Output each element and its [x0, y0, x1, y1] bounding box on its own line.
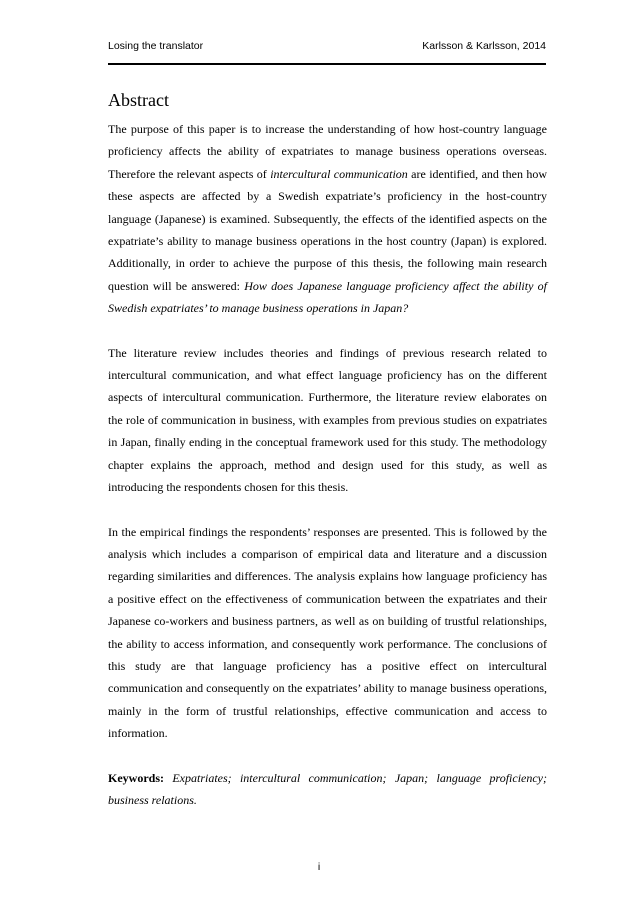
research-question: How does Japanese language proficiency affect the ability of Swedish expatriates’ to manage business operations in Japan? — [108, 278, 547, 316]
header-authors: Karlsson & Karlsson, 2014 — [422, 40, 546, 52]
header-rule — [108, 63, 546, 65]
abstract-paragraph-1 — [108, 118, 547, 320]
keywords-label: Keywords: — [108, 770, 164, 785]
section-title: Abstract — [108, 90, 169, 110]
paragraph-1-text-b: are identified, and then how these aspects are affected by a Swedish expatriate’s proficiency in the host-country language (Japanese) is examined. Subsequently, the effects of the identified aspects on the expatriate’s ability to manage business operations in the host country (Japan) is explored. Additionally, in order to achieve the purpose of this thesis, the following main research question will be answered: — [108, 166, 547, 293]
abstract-paragraph-2: The literature review includes theories and findings of previous research related to intercultural communication, and what effect language proficiency has on the different aspects of intercultural communication. Furthermore, the literature review elaborates on the role of communication in business, with examples from previous studies on expatriates in Japan, finally ending in the conceptual framework used for this study. The methodology chapter explains the approach, method and design used for this study, as well as introducing the respondents chosen for this thesis. — [108, 345, 547, 495]
keywords-paragraph — [108, 767, 547, 812]
paragraph-1-emphasis-term: intercultural communication — [270, 166, 408, 181]
page-number: i — [317, 861, 321, 873]
running-header — [108, 38, 546, 54]
paragraph-1-text-a: The purpose of this paper is to increase the understanding of how host-country language proficiency affects the ability of expatriates to manage business operations overseas. Therefore the relevant aspects of — [108, 122, 547, 181]
abstract-paragraph-3: In the empirical findings the respondents’ responses are presented. This is followed by the analysis which includes a comparison of empirical data and literature and a discussion regarding similarities and differences. The analysis explains how language proficiency has a positive effect on the effectiveness of communication between the expatriates and their Japanese co-workers and business partners, as well as on building of trustful relationships, the ability to access information, and consequently work performance. The conclusions of this study are that language proficiency has a positive effect on intercultural communication and consequently on the expatriates’ ability to manage business operations, mainly in the form of trustful relationships, effective communication and access to information. — [108, 524, 547, 741]
abstract-section — [108, 88, 547, 811]
header-title: Losing the translator — [108, 40, 204, 52]
keywords-list: Expatriates; intercultural communication; Japan; language proficiency; business relations. — [108, 770, 547, 807]
